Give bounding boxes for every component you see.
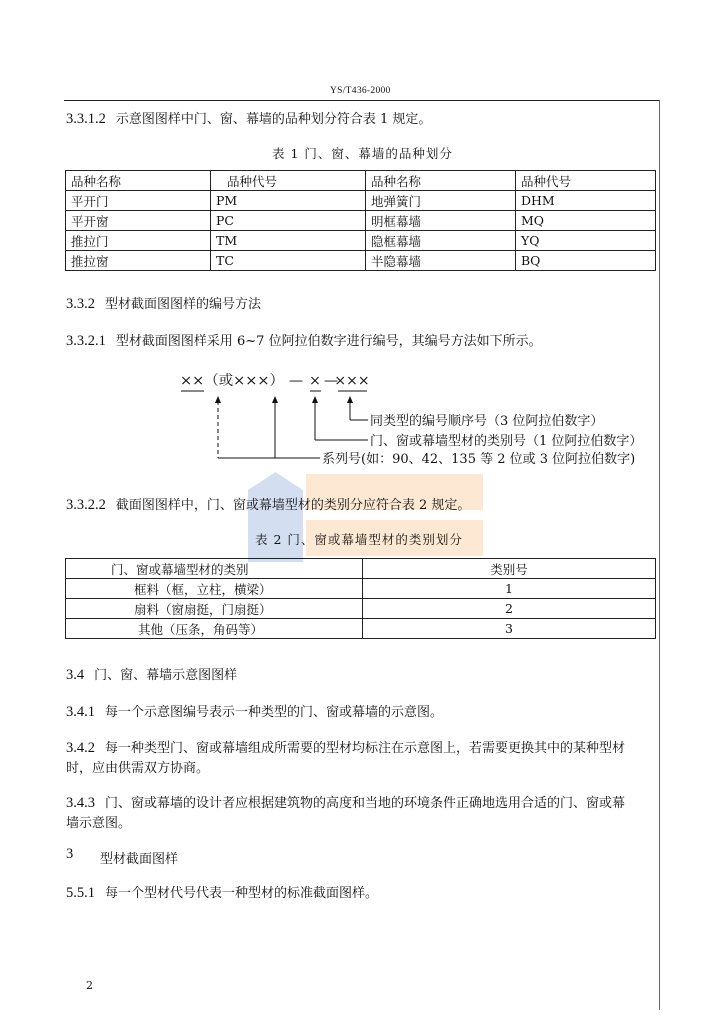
arrowhead bbox=[215, 396, 221, 403]
clause-heading: 型材截面图图样的编号方法 bbox=[105, 297, 262, 312]
table-cell: 1 bbox=[363, 579, 656, 599]
table-cell: 明框幕墙 bbox=[366, 211, 516, 231]
table1-caption: 表 1 门、窗、幕墙的品种划分 bbox=[272, 146, 453, 161]
watermark bbox=[248, 470, 483, 565]
table-cell: TC bbox=[211, 251, 366, 271]
clause-heading: 型材截面图样 bbox=[100, 852, 179, 867]
code-separator: — bbox=[289, 373, 303, 389]
scan-edge-line bbox=[659, 100, 660, 1010]
arrowhead bbox=[312, 396, 318, 403]
table-row bbox=[66, 251, 656, 271]
table-header-row bbox=[66, 559, 656, 579]
arrowhead bbox=[272, 396, 278, 403]
table-row bbox=[66, 579, 656, 599]
page-number: 2 bbox=[86, 979, 93, 992]
table-cell: 地弹簧门 bbox=[366, 191, 516, 211]
clause-number: 3 bbox=[66, 846, 74, 862]
clause-heading: 门、窗、幕墙示意图图样 bbox=[94, 668, 238, 683]
clause-text: 示意图图样中门、窗、幕墙的品种划分符合表 1 规定。 bbox=[115, 112, 432, 127]
clause-number: 3.3.2 bbox=[66, 296, 95, 312]
clause-number: 3.4.2 bbox=[66, 740, 95, 756]
clause-3-4-3 bbox=[66, 792, 625, 812]
table-row bbox=[66, 191, 656, 211]
clause-3-4 bbox=[66, 664, 237, 684]
clause-text-line: 门、窗或幕墙的设计者应根据建筑物的高度和当地的环境条件正确地选用合适的门、窗或幕 bbox=[105, 796, 626, 811]
table-cell: 框料（框，立柱，横梁） bbox=[66, 579, 363, 599]
code-separator: — bbox=[324, 373, 338, 389]
table-header-cell: 门、窗或幕墙型材的类别 bbox=[66, 559, 363, 579]
table-cell: 扇料（窗扇挺，门扇挺） bbox=[66, 599, 363, 619]
header-rule bbox=[64, 100, 660, 101]
table-header-cell: 品种名称 bbox=[366, 171, 516, 191]
table-header-cell: 品种代号 bbox=[211, 171, 366, 191]
table-cell: DHM bbox=[516, 191, 656, 211]
clause-text: 型材截面图图样采用 6~7 位阿拉伯数字进行编号，其编号方法如下所示。 bbox=[115, 334, 542, 349]
table-cell: 平开窗 bbox=[66, 211, 211, 231]
table-cell: 平开门 bbox=[66, 191, 211, 211]
clause-number: 5.5.1 bbox=[66, 885, 95, 901]
clause-3-5-1 bbox=[66, 882, 378, 902]
arrowhead bbox=[347, 396, 353, 403]
clause-3-4-2 bbox=[66, 737, 625, 757]
clause-text: 每一个型材代号代表一种型材的标准截面图样。 bbox=[105, 886, 379, 901]
clause-3-3-1-2 bbox=[66, 108, 431, 128]
clause-number: 3.4 bbox=[66, 667, 85, 683]
clause-number: 3.3.2.1 bbox=[66, 333, 106, 349]
table-cell: 2 bbox=[363, 599, 656, 619]
table-cell: PM bbox=[211, 191, 366, 211]
code-sequence-part: ××× bbox=[334, 373, 370, 389]
clause-3-4-1 bbox=[66, 701, 443, 721]
table-header-cell: 类别号 bbox=[363, 559, 656, 579]
table2 bbox=[65, 558, 656, 639]
code-series-part: ××（或×××） bbox=[180, 373, 284, 389]
clause-3-3-2-1 bbox=[66, 330, 542, 350]
table-cell: 半隐幕墙 bbox=[366, 251, 516, 271]
clause-number: 3.4.3 bbox=[66, 795, 95, 811]
table1 bbox=[65, 170, 656, 271]
document-code: YS/T436-2000 bbox=[330, 86, 391, 96]
table-cell: TM bbox=[211, 231, 366, 251]
clause-text-line: 墙示意图。 bbox=[66, 816, 132, 831]
table-row bbox=[66, 231, 656, 251]
clause-text: 截面图图样中，门、窗或幕墙型材的类别分应符合表 2 规定。 bbox=[115, 498, 471, 513]
table-cell: 3 bbox=[363, 619, 656, 639]
table-row bbox=[66, 599, 656, 619]
watermark-logo bbox=[248, 472, 303, 562]
table-cell: 推拉门 bbox=[66, 231, 211, 251]
table-cell: 其他（压条，角码等） bbox=[66, 619, 363, 639]
clause-text: 每一个示意图编号表示一种类型的门、窗或幕墙的示意图。 bbox=[105, 705, 444, 720]
table-row bbox=[66, 619, 656, 639]
clause-number: 3.3.2.2 bbox=[66, 497, 106, 513]
table-cell: 隐框幕墙 bbox=[366, 231, 516, 251]
table-cell: PC bbox=[211, 211, 366, 231]
clause-number: 3.4.1 bbox=[66, 704, 95, 720]
clause-3-3-2-2 bbox=[66, 494, 470, 514]
table-header-cell: 品种名称 bbox=[66, 171, 211, 191]
numbering-diagram bbox=[170, 365, 670, 475]
table-cell: YQ bbox=[516, 231, 656, 251]
table-row bbox=[66, 211, 656, 231]
table-header-row bbox=[66, 171, 656, 191]
code-category-part: × bbox=[309, 373, 321, 389]
table-header-cell: 品种代号 bbox=[516, 171, 656, 191]
clause-3-3-2 bbox=[66, 293, 261, 313]
table-cell: BQ bbox=[516, 251, 656, 271]
clause-text-line: 时，应由供需双方协商。 bbox=[66, 761, 210, 776]
label-category: 门、窗或幕墙型材的类别号（1 位阿拉伯数字） bbox=[370, 434, 643, 449]
table2-caption: 表 2 门、窗或幕墙型材的类别划分 bbox=[255, 532, 463, 547]
table-cell: MQ bbox=[516, 211, 656, 231]
clause-text-line: 每一种类型门、窗或幕墙组成所需要的型材均标注在示意图上，若需要更换其中的某种型材 bbox=[105, 741, 626, 756]
label-series: 系列号(如：90、42、135 等 2 位或 3 位阿拉伯数字) bbox=[322, 452, 636, 467]
table-cell: 推拉窗 bbox=[66, 251, 211, 271]
label-sequence: 同类型的编号顺序号（3 位阿拉伯数字） bbox=[370, 414, 604, 429]
clause-number: 3.3.1.2 bbox=[66, 111, 106, 127]
